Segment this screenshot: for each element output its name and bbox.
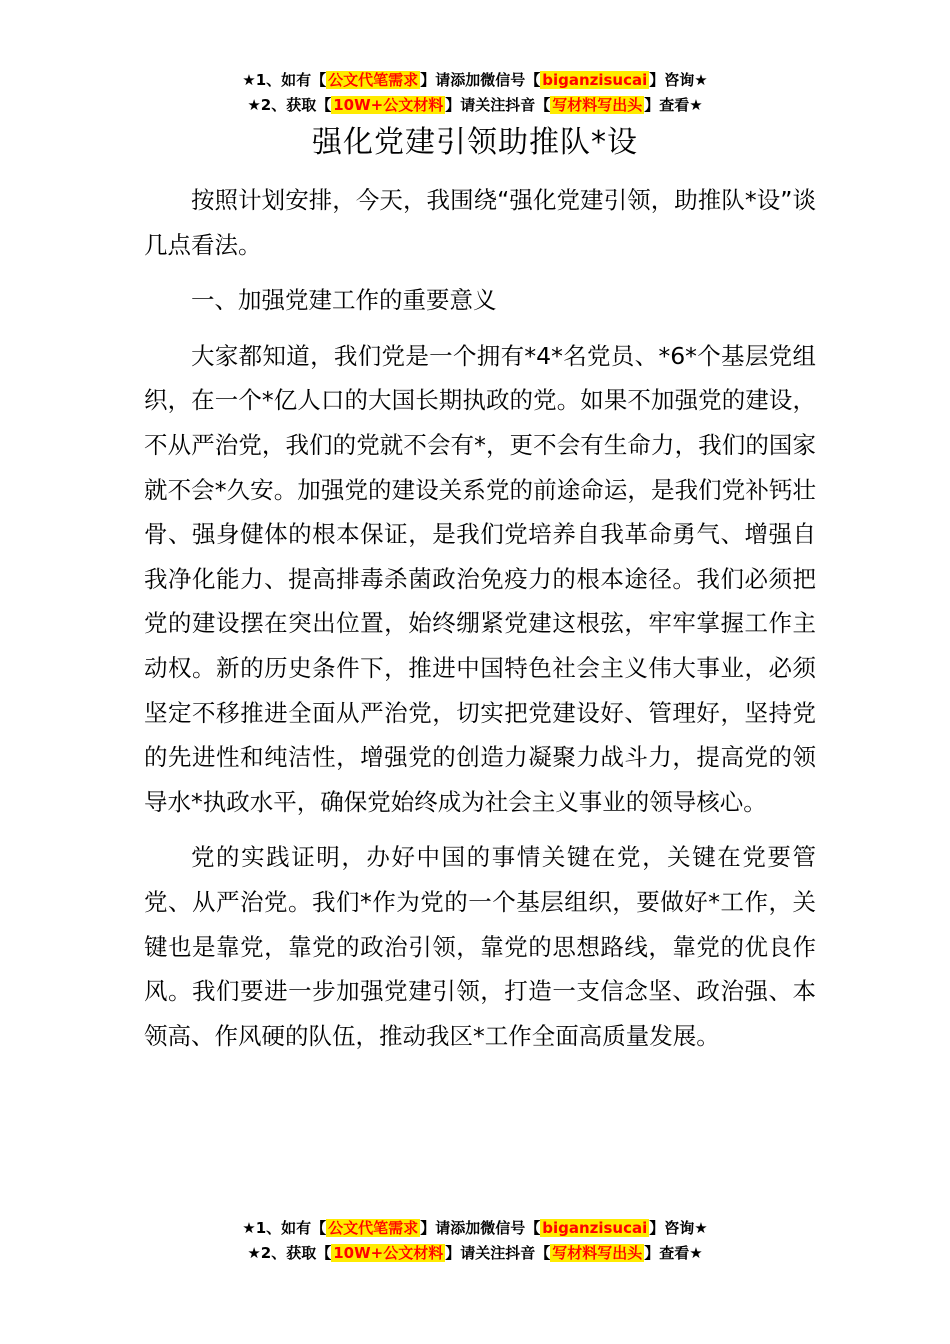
promo-highlight: 写材料写出头 — [552, 1244, 643, 1262]
promo-highlight: 公文代笔需求 — [328, 1219, 419, 1237]
promo-line-2 — [0, 1241, 950, 1266]
promo-text: 】咨询★ — [649, 1219, 708, 1237]
promo-text: 】请添加微信号【 — [420, 1219, 541, 1237]
promo-line-2 — [0, 93, 950, 118]
promo-text: 】查看★ — [644, 96, 703, 114]
document-title: 强化党建引领助推队*设 — [312, 125, 638, 160]
promo-banner-bottom — [0, 1216, 950, 1266]
promo-line-1 — [0, 68, 950, 93]
promo-text: ★1、如有【 — [242, 1219, 327, 1237]
promo-text: 】请添加微信号【 — [420, 71, 541, 89]
promo-text: 】请关注抖音【 — [445, 96, 551, 114]
promo-banner-top — [0, 68, 950, 118]
promo-highlight: 公文代笔需求 — [328, 71, 419, 89]
promo-text: 】请关注抖音【 — [445, 1244, 551, 1262]
promo-text: ★2、获取【 — [247, 1244, 332, 1262]
promo-line-1 — [0, 1216, 950, 1241]
promo-highlight: 写材料写出头 — [552, 96, 643, 114]
promo-highlight: biganzisucai — [542, 1219, 648, 1237]
promo-highlight: biganzisucai — [542, 71, 648, 89]
document-body — [144, 178, 816, 1069]
body-paragraph: 党的实践证明，办好中国的事情关键在党，关键在党要管党、从严治党。我们*作为党的一个基层组织，要做好*工作，关键也是靠党，靠党的政治引领，靠党的思想路线，靠党的优良作风。我们要进一步加强党建引领，打造一支信念坚、政治强、本领高、作风硬的队伍，推动我区*工作全面高质量发展。 — [144, 843, 816, 1050]
promo-text: 】咨询★ — [649, 71, 708, 89]
promo-text: ★2、获取【 — [247, 96, 332, 114]
promo-text: 】查看★ — [644, 1244, 703, 1262]
promo-highlight: 10W+公文材料 — [333, 96, 444, 114]
body-paragraph: 大家都知道，我们党是一个拥有*4*名党员、*6*个基层党组织，在一个*亿人口的大国长期执政的党。如果不加强党的建设，不从严治党，我们的党就不会有*，更不会有生命力，我们的国家就不会*久安。加强党的建设关系党的前途命运，是我们党补钙壮骨、强身健体的根本保证，是我们党培养自我革命勇气、增强自我净化能力、提高排毒杀菌政治免疫力的根本途径。我们必须把党的建设摆在突出位置，始终绷紧党建这根弦，牢牢掌握工作主动权。新的历史条件下，推进中国特色社会主义伟大事业，必须坚定不移推进全面从严治党，切实把党建设好、管理好，坚持党的先进性和纯洁性，增强党的创造力凝聚力战斗力，提高党的领导水*执政水平，确保党始终成为社会主义事业的领导核心。 — [144, 341, 816, 816]
section-heading: 一、加强党建工作的重要意义 — [191, 286, 497, 315]
promo-highlight: 10W+公文材料 — [333, 1244, 444, 1262]
intro-paragraph: 按照计划安排，今天，我围绕“强化党建引领，助推队*设”谈几点看法。 — [144, 186, 816, 259]
promo-text: ★1、如有【 — [242, 71, 327, 89]
